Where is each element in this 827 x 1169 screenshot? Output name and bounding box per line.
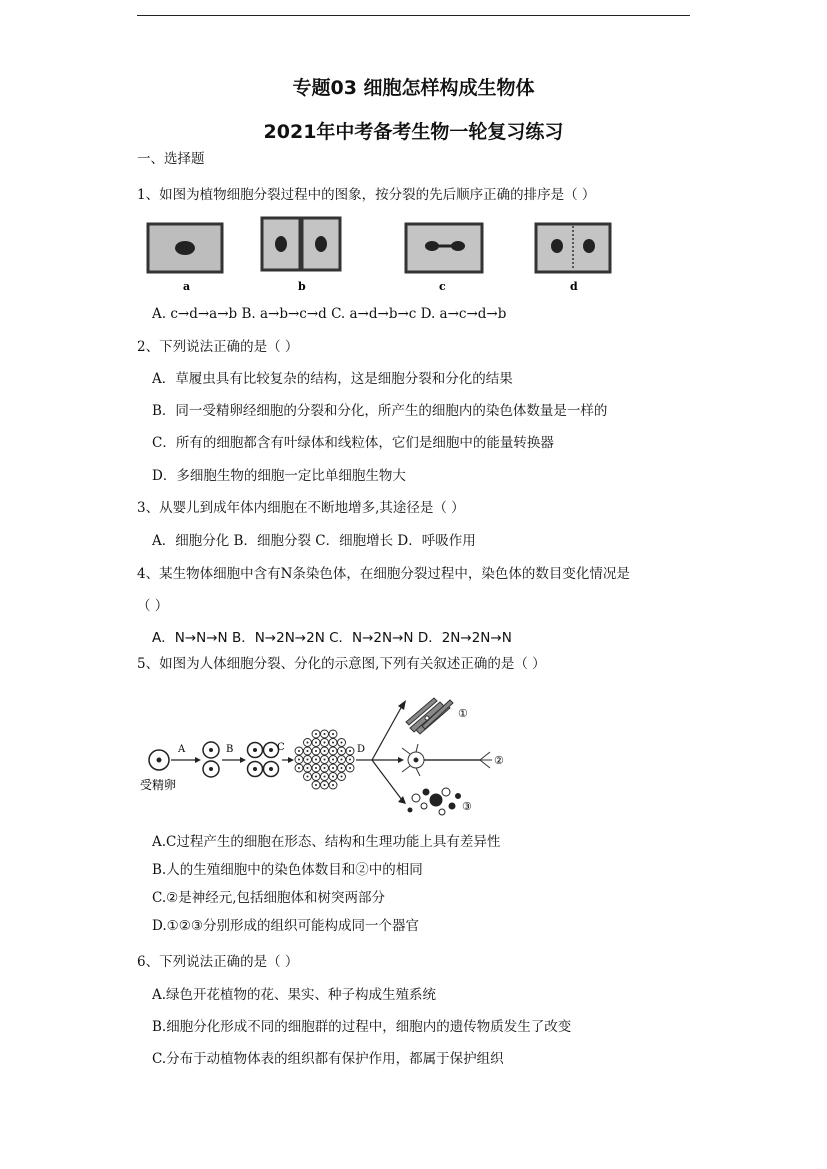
q2-option-d: D．多细胞生物的细胞一定比单细胞生物大 bbox=[152, 468, 406, 484]
cell-a bbox=[148, 224, 222, 272]
morula-nucleus bbox=[315, 750, 317, 752]
zygote-cell bbox=[149, 750, 169, 770]
morula-nucleus bbox=[315, 759, 317, 761]
four-cells bbox=[248, 743, 279, 777]
q6-option-b: B.细胞分化形成不同的细胞群的过程中，细胞内的遗传物质发生了改变 bbox=[152, 1019, 572, 1035]
morula-nucleus bbox=[307, 750, 309, 752]
q2-option-a: A．草履虫具有比较复杂的结构，这是细胞分裂和分化的结果 bbox=[152, 371, 513, 387]
morula-nucleus bbox=[307, 759, 309, 761]
cell-c bbox=[406, 224, 482, 272]
q1-options: A. c→d→a→b B. a→b→c→d C. a→d→b→c D. a→c→d→b bbox=[152, 306, 507, 322]
fig-label-b: b bbox=[298, 280, 306, 293]
morula-nucleus bbox=[307, 767, 309, 769]
label-1: ① bbox=[458, 707, 468, 720]
cell-mass bbox=[295, 730, 354, 789]
q6-option-c: C.分布于动植物体表的组织都有保护作用，都属于保护组织 bbox=[152, 1051, 504, 1067]
q1-figure bbox=[140, 214, 620, 296]
morula-nucleus bbox=[349, 759, 351, 761]
q1-stem: 1、如图为植物细胞分裂过程中的图象，按分裂的先后顺序正确的排序是（ ） bbox=[137, 187, 596, 203]
morula-nucleus bbox=[332, 776, 334, 778]
zygote-label: 受精卵 bbox=[140, 778, 177, 792]
step-label-c: C bbox=[277, 742, 285, 753]
morula-nucleus bbox=[298, 767, 300, 769]
morula-nucleus bbox=[315, 733, 317, 735]
morula-nucleus bbox=[324, 776, 326, 778]
morula-nucleus bbox=[341, 742, 343, 744]
doc-subtitle: 2021年中考备考生物一轮复习练习 bbox=[263, 121, 564, 143]
q2-option-b: B．同一受精卵经细胞的分裂和分化，所产生的细胞内的染色体数量是一样的 bbox=[152, 403, 608, 419]
morula-nucleus bbox=[341, 759, 343, 761]
morula-nucleus bbox=[332, 767, 334, 769]
q5-figure bbox=[140, 688, 530, 830]
morula-nucleus bbox=[324, 784, 326, 786]
q5-option-b: B.人的生殖细胞中的染色体数目和②中的相同 bbox=[152, 862, 423, 878]
morula-nucleus bbox=[349, 767, 351, 769]
q2-option-c: C．所有的细胞都含有叶绿体和线粒体，它们是细胞中的能量转换器 bbox=[152, 435, 554, 451]
morula-nucleus bbox=[315, 784, 317, 786]
morula-nucleus bbox=[332, 759, 334, 761]
morula-nucleus bbox=[307, 742, 309, 744]
q3-options: A．细胞分化 B．细胞分裂 C．细胞增长 D．呼吸作用 bbox=[152, 533, 476, 549]
morula-nucleus bbox=[315, 742, 317, 744]
morula-nucleus bbox=[315, 776, 317, 778]
morula-nucleus bbox=[332, 784, 334, 786]
q4-stem: 4、某生物体细胞中含有N条染色体，在细胞分裂过程中，染色体的数目变化情况是 bbox=[137, 566, 630, 582]
morula-nucleus bbox=[298, 759, 300, 761]
morula-nucleus bbox=[349, 750, 351, 752]
label-2: ② bbox=[494, 754, 504, 767]
neuron-cell bbox=[402, 744, 492, 776]
morula-nucleus bbox=[332, 742, 334, 744]
q4-stem-paren: （ ） bbox=[137, 598, 169, 614]
step-label-d: D bbox=[357, 744, 366, 755]
morula-nucleus bbox=[332, 750, 334, 752]
section-heading: 一、选择题 bbox=[137, 151, 205, 167]
morula-nucleus bbox=[298, 750, 300, 752]
morula-nucleus bbox=[324, 767, 326, 769]
morula-nucleus bbox=[315, 767, 317, 769]
morula-nucleus bbox=[332, 733, 334, 735]
fig-label-a: a bbox=[183, 280, 191, 293]
q5-option-a: A.C过程产生的细胞在形态、结构和生理功能上具有差异性 bbox=[152, 834, 501, 850]
q6-stem: 6、下列说法正确的是（ ） bbox=[137, 954, 299, 970]
morula-nucleus bbox=[324, 759, 326, 761]
step-label-a: A bbox=[178, 744, 186, 755]
step-label-b: B bbox=[226, 744, 234, 755]
morula-nucleus bbox=[307, 776, 309, 778]
label-3: ③ bbox=[462, 800, 472, 813]
q6-option-a: A.绿色开花植物的花、果实、种子构成生殖系统 bbox=[152, 987, 437, 1003]
cell-b bbox=[262, 218, 340, 270]
muscle-cells bbox=[406, 698, 453, 734]
fig-label-c: c bbox=[439, 280, 446, 293]
morula-nucleus bbox=[324, 750, 326, 752]
q2-stem: 2、下列说法正确的是（ ） bbox=[137, 339, 299, 355]
cell-d bbox=[536, 224, 610, 272]
morula-nucleus bbox=[324, 742, 326, 744]
doc-title: 专题03 细胞怎样构成生物体 bbox=[292, 77, 535, 99]
q3-stem: 3、从婴儿到成年体内细胞在不断地增多,其途径是（ ） bbox=[137, 500, 465, 516]
morula-nucleus bbox=[341, 750, 343, 752]
q5-option-c: C.②是神经元,包括细胞体和树突两部分 bbox=[152, 890, 386, 906]
q4-options: A．N→N→N B．N→2N→2N C．N→2N→N D．2N→2N→N bbox=[152, 630, 512, 646]
two-cells bbox=[203, 742, 219, 777]
morula-nucleus bbox=[341, 776, 343, 778]
q5-option-d: D.①②③分别形成的组织可能构成同一个器官 bbox=[152, 918, 419, 934]
morula-nucleus bbox=[341, 767, 343, 769]
morula-nucleus bbox=[324, 733, 326, 735]
header-rule bbox=[137, 15, 690, 16]
blood-cells bbox=[408, 788, 461, 815]
q5-stem: 5、如图为人体细胞分裂、分化的示意图,下列有关叙述正确的是（ ） bbox=[137, 656, 546, 672]
fig-label-d: d bbox=[570, 280, 578, 293]
